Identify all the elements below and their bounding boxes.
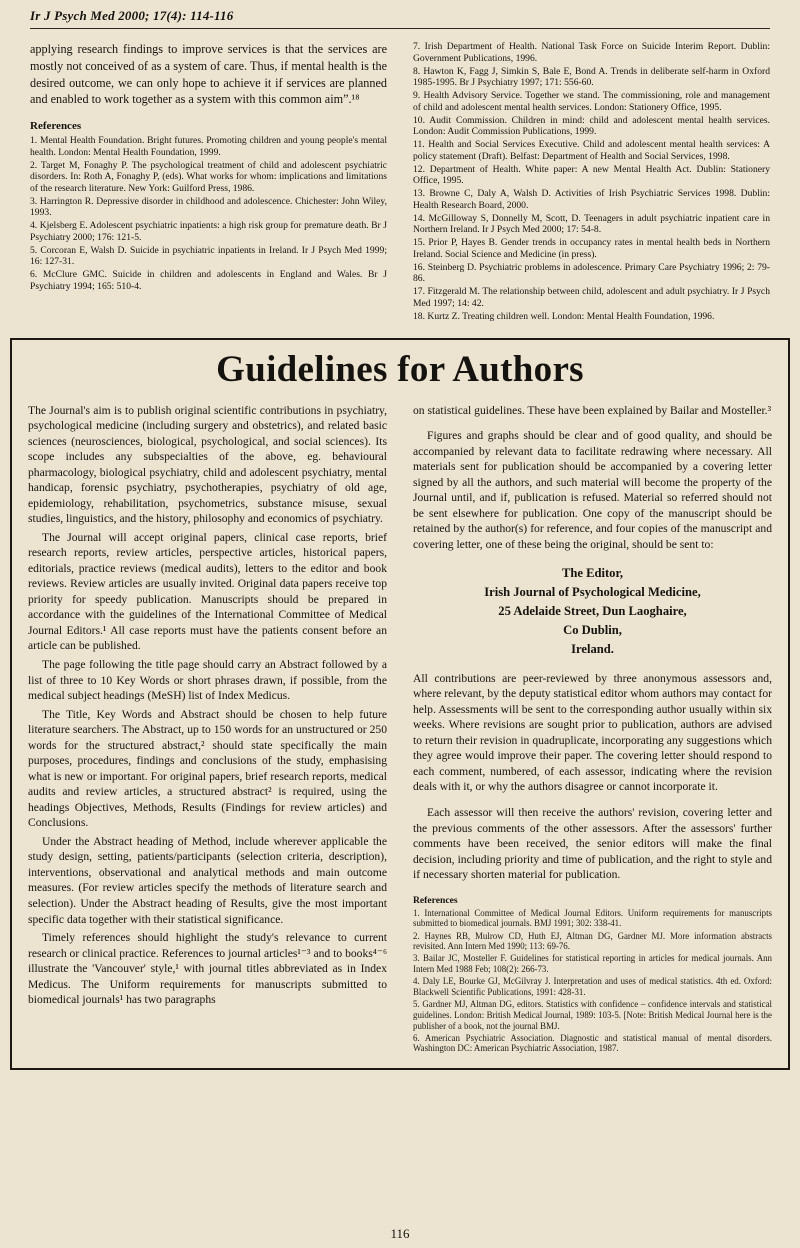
reference-item: 12. Department of Health. White paper: A new Mental Health Act. Dublin: Stationery Office, 1995. [413,163,770,186]
guidelines-paragraph: Under the Abstract heading of Method, include wherever applicable the study design, setting, patients/participants (selection criteria, description), interventions, observational and analytical methods and main outcome measures. (For review articles specify the methods of literature search and selection). Under the Abstract heading of Results, give the most important specific data together with their statistical significance. [28,834,387,926]
reference-item: 2. Target M, Fonaghy P. The psychological treatment of child and adolescent psychiatric disorders. In: Roth A, Fonaghy P, (eds). What works for whom: implications and limitations of the research literature. New York: Guilford Press, 1986. [30,159,387,194]
guidelines-right-column [413,403,772,1056]
guidelines-columns [28,403,772,1056]
article-right-column [413,41,770,324]
address-line: The Editor, [561,566,624,581]
guidelines-reference-item: 3. Bailar JC, Mosteller F. Guidelines for statistical reporting in articles for medical journals. Ann Intern Med 1988 Feb; 108(2): 266-73. [413,953,772,975]
guidelines-reference-item: 6. American Psychiatric Association. Diagnostic and statistical manual of mental disorders. Washington DC: American Psychiatric Association, 1987. [413,1032,772,1054]
running-head: Ir J Psych Med 2000; 17(4): 114-116 [30,8,234,23]
reference-item: 11. Health and Social Services Executive. Child and adolescent mental health services: A policy statement (Draft). Belfast: Department of Health and Social Services, 1998. [413,139,770,162]
page-header [30,8,770,29]
guidelines-reference-item: 4. Daly LE, Bourke GJ, McGilvray J. Interpretation and uses of medical statistics. 4th ed. Oxford: Blackwell Scientific Publications, 1991: 428-31. [413,976,772,997]
guidelines-paragraph: Timely references should highlight the study's relevance to current research or clinical practice. References to journal articles¹⁻³ and to books⁴⁻⁶ illustrate the 'Vancouver' style,¹ with journal titles abbreviated as in Index Medicus. The Uniform requirements for manuscripts submitted to biomedical journals¹ has two paragraphs [28,931,387,1007]
reference-item: 13. Browne C, Daly A, Walsh D. Activities of Irish Psychiatric Services 1998. Dublin: Health Research Board, 2000. [413,188,770,211]
address-line: Co Dublin, [563,622,622,637]
reference-item: 18. Kurtz Z. Treating children well. London: Mental Health Foundation, 1996. [413,310,715,322]
guidelines-paragraph: The page following the title page should carry an Abstract followed by a list of three to 10 Key Words or short phrases drawn, if possible, from the medical subject headings (MeSH) list of Index Medicus. [28,658,387,703]
guidelines-paragraph: All contributions are peer-reviewed by three anonymous assessors and, where relevant, by the deputy statistical editor whom authors may contact for help. Assessments will be sent to the corresponding author usually within six weeks. Where revisions are sought prior to publication, authors are advised to return their revision in quadruplicate, incorporating any suggestions which they agree would improve their paper. The covering letter should respond to each comment, numbered, of each assessor, indicating where the revision deals with it, or why the authors disagree or cannot incorporate it. [413,671,772,794]
page-number: 116 [390,1226,410,1241]
guidelines-reference-item: 5. Gardner MJ, Altman DG, editors. Statistics with confidence – confidence intervals and statistical guidelines. London: British Medical Journal, 1989: 103-5. [Note: British Medical Journal here is the publisher of a book, not the journal BMJ. [413,999,772,1031]
guidelines-paragraph: on statistical guidelines. These have been explained by Bailar and Mosteller.³ [413,403,772,417]
reference-item: 5. Corcoran E, Walsh D. Suicide in psychiatric inpatients in Ireland. Ir J Psych Med 1999; 16: 127-31. [30,244,387,268]
header-rule [30,28,770,29]
guidelines-left-column [28,403,387,1056]
guidelines-reference-item: 2. Haynes RB, Mulrow CD, Huth EJ, Altman DG, Gardner MJ. More information abstracts revisited. Ann Intern Med 1990; 113: 69-76. [413,930,772,952]
reference-item: 17. Fitzgerald M. The relationship between child, adolescent and adult psychiatry. Ir J Psych Med 1997; 14: 42. [413,286,770,309]
reference-item: 6. McClure GMC. Suicide in children and adolescents in England and Wales. Br J Psychiatry 1994; 165: 510-4. [30,269,387,292]
reference-item: 1. Mental Health Foundation. Bright futures. Promoting children and young people's mental health. London: Mental Health Foundation, 1999. [30,135,387,158]
address-line: Irish Journal of Psychological Medicine, [484,585,701,600]
address-line: 25 Adelaide Street, Dun Laoghaire, [498,604,687,619]
reference-item: 3. Harrington R. Depressive disorder in childhood and adolescence. Chichester: John Wiley, 1993. [30,195,387,219]
reference-item: 8. Hawton K, Fagg J, Simkin S, Bale E, Bond A. Trends in deliberate self-harm in Oxford 1985-1995. Br J Psychiatry 1997; 171: 556-60. [413,65,770,88]
guidelines-paragraph: Each assessor will then receive the authors' revision, covering letter and the previous comments of the other assessors. After the assessors' further comments have been received, the senior editors will make the final decision, including priority and time of publication, and the right to style and if necessary shorten material for publication. [413,805,772,882]
article-body-text: applying research findings to improve services is that the services are mostly not conceived of as a system of care. Thus, if mental health is the desired outcome, we can only hope to achieve it if services are planned and enabled to work together as a system with this common aim”.¹⁸ [30,42,387,107]
reference-item: 16. Steinberg D. Psychiatric problems in adolescence. Primary Care Psychiatry 1996; 2: 79-86. [413,261,770,284]
address-line: Ireland. [571,641,614,656]
guidelines-title: Guidelines for Authors [216,348,584,390]
article-left-column [30,41,387,324]
reference-item: 7. Irish Department of Health. National Task Force on Suicide Interim Report. Dublin: Government Publications, 1996. [413,41,770,64]
guidelines-paragraph: The Journal will accept original papers, clinical case reports, brief research reports, review articles, perspective articles, historical papers, editorials, practice reviews (medical audits), letters to the editor and book reviews. Review articles are usually invited. Original data papers receive top priority for speedy publication. Manuscripts should be prepared in accordance with the guidelines of the International Committee of Medical Journal Editors.¹ All case reports must have the patients consent before an article can be published. [28,530,387,653]
article-references-section [30,41,770,324]
reference-item: 4. Kjelsberg E. Adolescent psychiatric inpatients: a high risk group for premature death. Br J Psychiatry 2000; 176: 121-5. [30,220,387,243]
page-footer [30,1220,770,1242]
references-heading: References [30,120,82,133]
reference-item: 9. Health Advisory Service. Together we stand. The commissioning, role and management of child and adolescent mental health services. London: Stationery Office, 1995. [413,90,770,113]
guidelines-paragraph: Figures and graphs should be clear and of good quality, and should be accompanied by relevant data to facilitate redrawing where necessary. All materials sent for publication should be accompanied by a covering letter signed by all the authors, and such material will become the property of the Journal until, and if, publication is refused. Material so referred should not be sent elsewhere for publication. One copy of the manuscript should be retained by the author(s) for reference, and four copies of the manuscript and covering letter, one of these being the original, should be sent to: [413,429,772,551]
editor-address [413,564,772,658]
reference-item: 15. Prior P, Hayes B. Gender trends in occupancy rates in mental health beds in Northern Ireland. Social Science and Medicine (in press). [413,237,770,260]
guidelines-paragraph: The Title, Key Words and Abstract should be chosen to help future literature searchers. The Abstract, up to 150 words for an unstructured or 250 words for the structured abstract,² should state specifically the main purposes, procedures, findings and conclusions of the study, emphasising what is new or important. For original papers, brief research reports, medical audits and review articles, a structured abstract² is required, using the headings Objectives, Methods, Results (Findings for review articles) and Conclusions. [28,707,387,830]
guidelines-paragraph: The Journal's aim is to publish original scientific contributions in psychiatry, psychological medicine (including surgery and obstetrics), and related basic sciences (neurosciences, biological, psychological, and social sciences). Its scope includes any subspecialties of the above, eg. behavioural pharmacology, biological psychiatry, child and adolescent psychiatry, mental handicap, forensic psychiatry, psychotherapies, psychiatry of old age, epidemiology, rehabilitation, psychometrics, substance misuse, sexual studies, linguistics, and the history, philosophy and economics of psychiatry. [28,403,387,526]
reference-item: 10. Audit Commission. Children in mind: child and adolescent mental health services. London: Audit Commission Publications, 1999. [413,114,770,137]
guidelines-references-heading: References [413,894,458,906]
reference-item: 14. McGilloway S, Donnelly M, Scott, D. Teenagers in adult psychiatric inpatient care in Northern Ireland. Ir J Psych Med 2000; 17: 54-8. [413,212,770,235]
guidelines-box [10,338,790,1070]
guidelines-reference-item: 1. International Committee of Medical Journal Editors. Uniform requirements for manuscripts submitted to biomedical journals. BMJ 1991; 302: 338-41. [413,907,772,929]
